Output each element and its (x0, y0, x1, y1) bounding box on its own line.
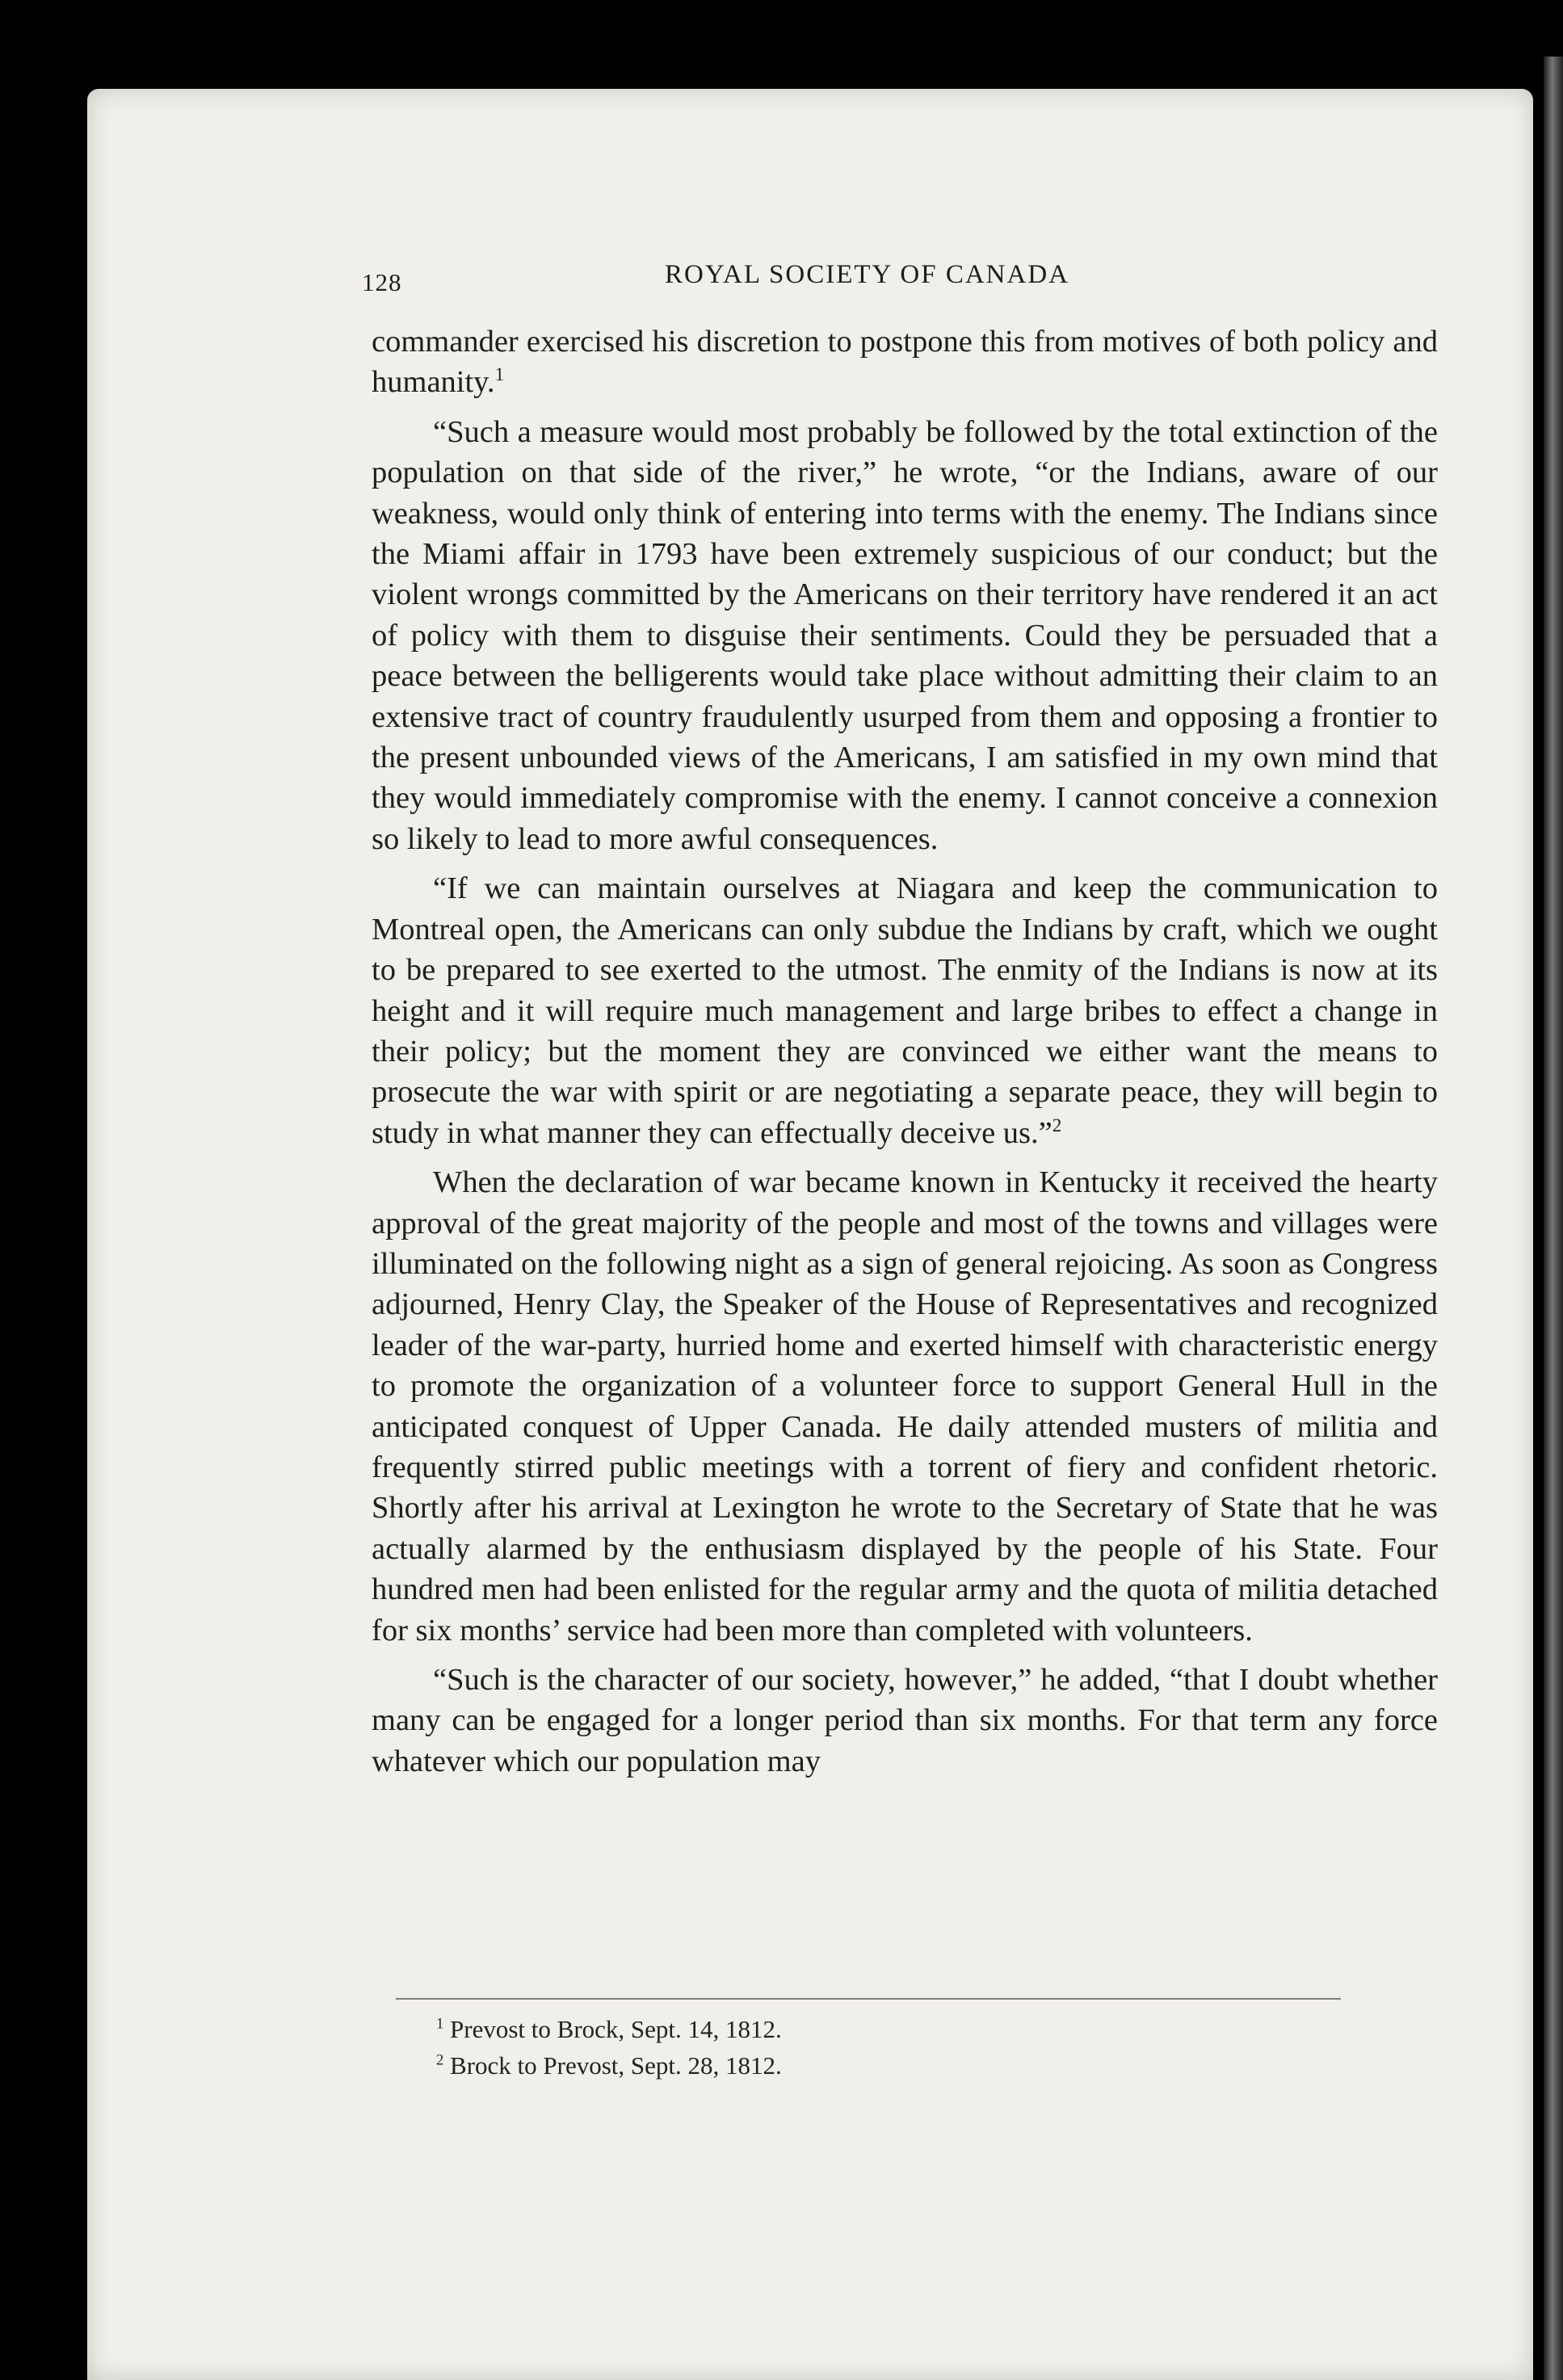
paragraph-text: “Such is the character of our society, however,” he added, “that I doubt whether many can be engaged for a longer period than six months. For that term any force whatever which our population may (372, 1663, 1438, 1778)
footnote-mark: 1 (436, 2015, 444, 2033)
paragraph-text: “If we can maintain ourselves at Niagara and keep the communication to Montreal open, the Americans can only subdue the Indians by craft, which we ought to be prepared to see exerted to the utmost. The enmity of the Indians is now at its height and it will require much management and large bribes to effect a change in their policy; but the moment they are convinced we either want the means to prosecute the war with spirit or are negotiating a separate peace, they will begin to study in what manner they can effectually deceive us.” (372, 871, 1438, 1150)
paragraph-3 (372, 868, 1438, 1153)
footnote-ref-2: 2 (1052, 1114, 1062, 1135)
paragraph-text: When the declaration of war became known in Kentucky it received the hearty approval of the great majority of the people and most of the towns and villages were illuminated on the following night as a sign of general rejoicing. As soon as Congress adjourned, Henry Clay, the Speaker of the House of Representatives and recognized leader of the war-party, hurried home and exerted himself with characteristic energy to promote the organization of a volunteer force to support General Hull in the anticipated conquest of Upper Canada. He daily attended musters of militia and frequently stirred public meetings with a torrent of fiery and confident rhetoric. Shortly after his arrival at Lexington he wrote to the Secretary of State that he was actually alarmed by the enthusiasm displayed by the people of his State. Four hundred men had been enlisted for the regular army and the quota of militia detached for six months’ service had been more than completed with volunteers. (372, 1165, 1438, 1648)
footnote-ref-1: 1 (494, 363, 505, 385)
page-header (362, 260, 1436, 309)
footnote-2 (436, 2047, 1163, 2084)
body-text (372, 321, 1438, 1790)
page-edge-shadow (1544, 57, 1563, 2380)
page-number: 128 (362, 268, 402, 296)
footnote-text: Brock to Prevost, Sept. 28, 1812. (450, 2051, 782, 2080)
paragraph-text: “Such a measure would most probably be followed by the total extinction of the population on that side of the river,” he wrote, “or the Indians, aware of our weakness, would only think of entering into terms with the enemy. The Indians since the Miami affair in 1793 have been extremely suspicious of our conduct; but the violent wrongs committed by the Americans on their territory have rendered it an act of policy with them to disguise their sentiments. Could they be persuaded that a peace between the belligerents would take place without admitting their claim to an extensive tract of country fraudulently usurped from them and opposing a frontier to the present unbounded views of the Americans, I am satisfied in my own mind that they would immediately compromise with the enemy. I cannot conceive a connexion so likely to lead to more awful consequences. (372, 414, 1438, 856)
footnotes (436, 2011, 1163, 2084)
footnote-text: Prevost to Brock, Sept. 14, 1812. (450, 2015, 782, 2043)
paragraph-5 (372, 1660, 1438, 1782)
paragraph-1 (372, 321, 1438, 403)
footnote-mark: 2 (436, 2051, 444, 2069)
paragraph-text: commander exercised his discretion to postpone this from motives of both policy and humanity. (372, 325, 1438, 400)
footnote-1 (436, 2011, 1163, 2047)
running-head: ROYAL SOCIETY OF CANADA (665, 260, 1069, 289)
footnote-divider (396, 1998, 1341, 2000)
paragraph-2 (372, 412, 1438, 859)
paragraph-4 (372, 1162, 1438, 1651)
